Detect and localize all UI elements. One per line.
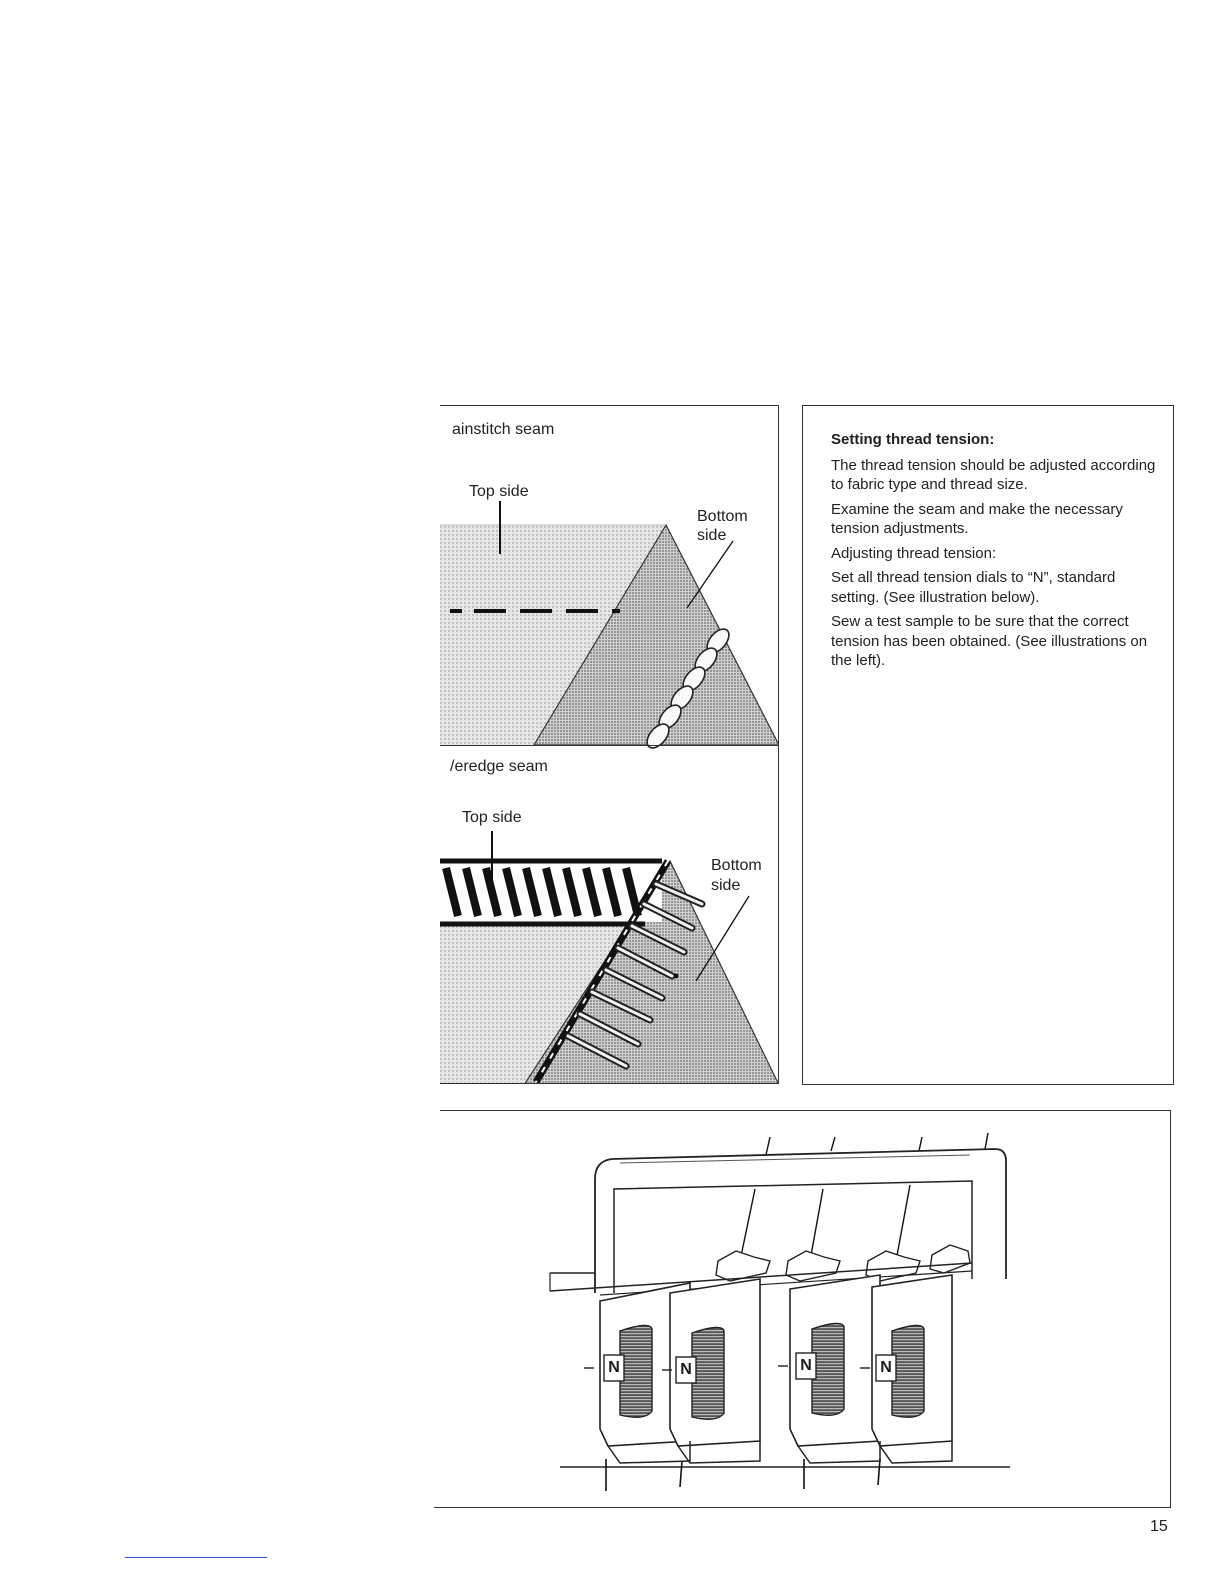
overedge-bottom-label-1: Bottom (711, 857, 762, 874)
instructions-heading: Setting thread tension: (831, 431, 995, 448)
chainstitch-bottom-label-1: Bottom (697, 508, 748, 525)
instructions-paragraph-3: Adjusting thread tension: (831, 544, 997, 562)
chainstitch-bottom-label-2: side (697, 527, 727, 544)
overedge-top-label: Top side (462, 809, 522, 826)
chainstitch-title: ainstitch seam (452, 421, 555, 438)
instructions-paragraph-2: Examine the seam and make the necessary tension adjustments. (831, 500, 1123, 537)
instructions-paragraph-5: Sew a test sample to be sure that the correct tension has been obtained. (See illustrations on the left). (831, 613, 1148, 669)
panel-divider (440, 745, 779, 746)
page-number: 15 (1150, 1518, 1168, 1535)
instructions-panel (802, 405, 1174, 1085)
overedge-bottom-label-2: side (711, 877, 741, 894)
tension-dials-panel (440, 1110, 1171, 1508)
instructions-text (831, 430, 1161, 676)
chainstitch-illustration (440, 501, 779, 752)
dial-n-label-4: N (880, 1359, 892, 1376)
footer-rule (434, 1507, 1171, 1508)
instructions-paragraph-4: Set all thread tension dials to “N”, standard setting. (See illustration below). (831, 569, 1116, 606)
decorative-blue-rule (125, 1557, 267, 1558)
seam-illustrations-panel (440, 405, 779, 1084)
tension-dials-illustration (440, 1111, 1171, 1509)
instructions-paragraph-1: The thread tension should be adjusted according to fabric type and thread size. (831, 456, 1156, 493)
overedge-title: /eredge seam (450, 758, 548, 775)
chainstitch-top-label: Top side (469, 483, 529, 500)
dial-n-label-3: N (800, 1357, 812, 1374)
dial-n-label-2: N (680, 1361, 692, 1378)
dial-n-label-1: N (608, 1359, 620, 1376)
